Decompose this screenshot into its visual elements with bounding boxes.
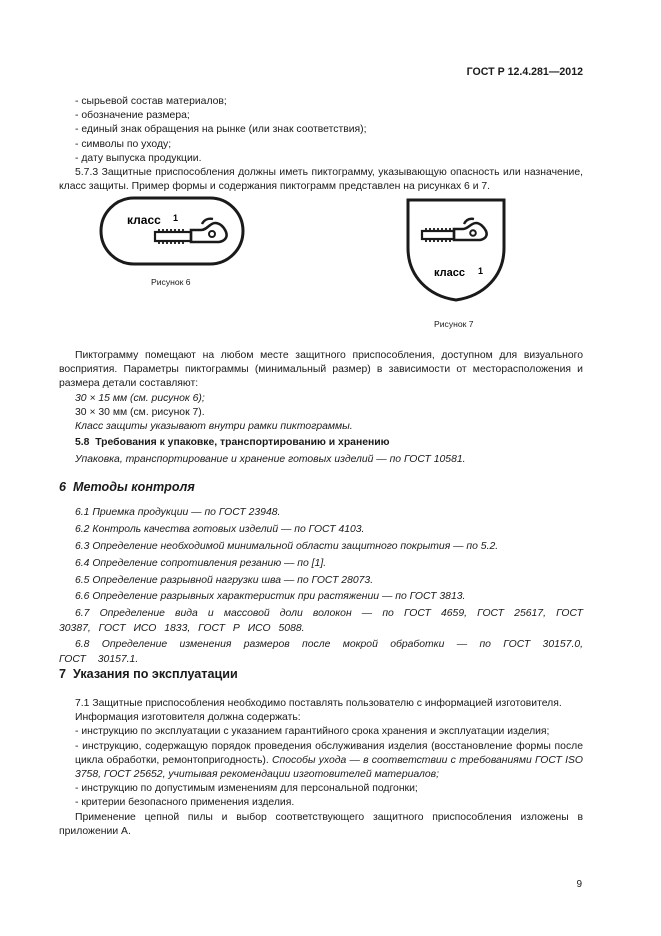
list-item: 6.5 Определение разрывной нагрузки шва — по ГОСТ 28073. <box>75 574 374 586</box>
list-item: 6.2 Контроль качества готовых изделий — по ГОСТ 4103. <box>75 523 365 535</box>
figure-6-label: класс <box>127 213 161 227</box>
figure-6-caption: Рисунок 6 <box>151 277 191 287</box>
paragraph-pictogram: Пиктограмму помещают на любом месте защитного приспособления, доступном для визуального восприятия. Параметры пиктограммы (минимальный размер) в зависимости от месторасположения и размера детали составляют: <box>59 350 583 390</box>
section-7-title: Указания по эксплуатации <box>73 667 238 681</box>
list-item: - единый знак обращения на рынке (или знак соответствия); <box>75 124 367 136</box>
section-7-heading <box>59 667 583 681</box>
info-2-text: - инструкцию, содержащую порядок проведения обслуживания изделия (восстановление формы после цикла обработки, ремонтопригодность). <box>75 740 583 766</box>
list-item: 6.3 Определение необходимой минимальной области защитного покрытия — по 5.2. <box>75 540 499 552</box>
chainsaw-icon <box>155 219 227 244</box>
figure-6-pictogram <box>99 196 245 268</box>
size-line-1 <box>59 392 583 406</box>
section-5-8-heading <box>59 436 583 450</box>
list-item <box>59 740 583 783</box>
list-item: 6.6 Определение разрывных характеристик при растяжении — по ГОСТ 3813. <box>75 591 466 603</box>
size-1-value: 30 × 15 мм <box>75 392 128 404</box>
pictogram-text <box>59 349 583 468</box>
figure-7-caption: Рисунок 7 <box>434 319 474 329</box>
paragraph-last: Применение цепной пилы и выбор соответствующего защитного приспособления изложены в приложении А. <box>59 811 583 837</box>
info-2-care: Способы ухода — в соответствии с требованиями ГОСТ ISO 3758, ГОСТ 25652, учитывая рекомендации изготовителей материалов; <box>75 754 584 781</box>
list-item: - символы по уходу; <box>75 138 172 150</box>
section-6-list <box>59 506 583 667</box>
figure-7-pictogram <box>404 196 508 304</box>
list-item: - обозначение размера; <box>75 110 190 122</box>
document-header: ГОСТ Р 12.4.281—2012 <box>466 66 583 78</box>
section-5-8-title: Требования к упаковке, транспортированию и хранению <box>95 437 390 449</box>
list-item: 6.7 Определение вида и массовой доли волокон — по ГОСТ 4659, ГОСТ 25617, ГОСТ 30387, ГОСТ ИСО 1833, ГОСТ Р ИСО 5088. <box>59 608 583 634</box>
size-line-2: 30 × 30 мм (см. рисунок 7). <box>75 406 205 418</box>
class-note: Класс защиты указывают внутри рамки пиктограммы. <box>75 421 353 433</box>
chainsaw-icon <box>422 219 487 242</box>
list-item: 6.8 Определение изменения размеров после мокрой обработки — по ГОСТ 30157.0, ГОСТ 30157.1. <box>59 639 583 665</box>
list-item: - инструкцию по эксплуатации с указанием гарантийного срока хранения и эксплуатации изделия; <box>75 726 550 738</box>
section-5-8-text: Упаковка, транспортирование и хранение готовых изделий — по ГОСТ 10581. <box>75 454 466 466</box>
section-6-title: Методы контроля <box>73 480 195 494</box>
list-top <box>59 95 583 194</box>
paragraph-7-1: 7.1 Защитные приспособления необходимо поставлять пользователю с информацией изготовителя. <box>75 698 562 709</box>
figure-7-number: 1 <box>478 266 484 276</box>
list-item: - дату выпуска продукции. <box>75 152 202 164</box>
size-1-ref: (см. рисунок 6); <box>129 392 205 404</box>
section-6-number: 6 <box>59 480 67 494</box>
info-intro: Информация изготовителя должна содержать: <box>75 712 301 724</box>
page-number: 9 <box>576 879 582 890</box>
section-7-body <box>59 697 583 839</box>
list-item: - критерии безопасного применения изделия. <box>75 797 295 809</box>
section-5-8-number: 5.8 <box>75 437 90 449</box>
list-item: 6.4 Определение сопротивления резанию — по [1]. <box>75 557 327 569</box>
section-6-heading <box>59 480 583 494</box>
figure-7-label: класс <box>434 267 465 279</box>
list-item: - сырьевой состав материалов; <box>75 96 227 107</box>
section-7-number: 7 <box>59 667 67 681</box>
list-item: - инструкцию по допустимым изменениям для персональной подгонки; <box>75 783 418 795</box>
figure-6-number: 1 <box>173 213 179 223</box>
list-item: 6.1 Приемка продукции — по ГОСТ 23948. <box>75 507 281 518</box>
paragraph-5-7-3: 5.7.3 Защитные приспособления должны иметь пиктограмму, указывающую опасность или назначение, класс защиты. Пример формы и содержания пиктограмм представлен на рисунках 6 и 7. <box>59 167 583 193</box>
